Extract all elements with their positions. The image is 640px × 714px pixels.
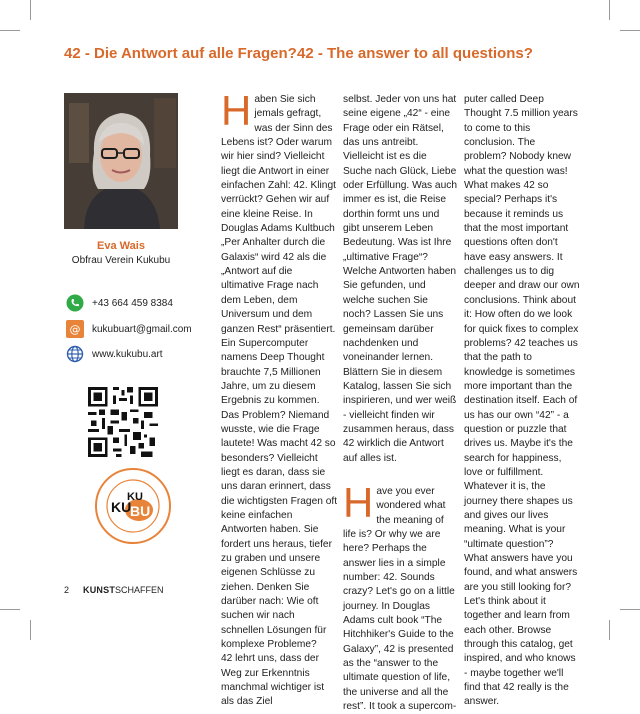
at-sign-icon bbox=[66, 320, 84, 338]
globe-icon bbox=[66, 345, 84, 363]
contact-website-text: www.kukubu.art bbox=[92, 348, 163, 360]
svg-text:@: @ bbox=[69, 323, 81, 336]
dropcap-german: H bbox=[221, 87, 252, 134]
qr-code[interactable] bbox=[88, 387, 158, 457]
crop-mark bbox=[609, 620, 610, 640]
article-column-3 bbox=[464, 93, 580, 710]
phone-icon bbox=[66, 294, 84, 312]
page-number: 2 bbox=[64, 585, 70, 595]
footer-brand bbox=[83, 585, 164, 595]
article-text-german-2: selbst. Jeder von uns hat seine eigene „42“ - eine Frage oder ein Rätsel, das uns antreibt. Vielleicht ist es die Suche nach Glück, Liebe oder Erfüllung. Was auch immer es ist, die Reise dorthin formt uns und gibt unserem Leben Bedeutung. Was ist Ihre „ultimative Frage“? Welche Antworten haben Sie gefunden, und welche suchen Sie noch? Lassen Sie uns gemeinsam darüber nachdenken und voneinander lernen. Blättern Sie in diesem Katalog, lassen Sie sich inspirieren, und wer weiß - vielleicht finden wir zusammen heraus, dass 42 wirklich die Antwort auf alles ist. bbox=[343, 94, 458, 464]
contact-phone-text: +43 664 459 8384 bbox=[92, 297, 173, 309]
crop-mark bbox=[0, 609, 20, 610]
page-title-english: 42 - The answer to all questions? bbox=[297, 45, 533, 62]
page-footer bbox=[64, 585, 164, 595]
article-text-english-2: puter called Deep Thought 7.5 million years to come to this conclusion. The problem? Nobody knew what the question was! What makes 42 so special? Perhaps it's because it reminds us that the most important questions often don't have easy answers. It challenges us to dig deeper and draw our own conclusions. Think about it: How often do we look for quick fixes to complex problems? 42 teaches us that the path to knowledge is sometimes more important than the destination itself. Each of us has our own “42” - a question or puzzle that drives us. Maybe it's the search for happiness, love or fulfillment. Whatever it is, the journey there shapes us and gives our lives meaning. What is your “ultimate question”? What answers have you found, and what answers are you still looking for? Let's think about it together and learn from each other. Browse through this catalog, get inspired, and who knows - maybe together we'll find that 42 really is the answer. bbox=[464, 94, 580, 708]
article-column-1 bbox=[221, 87, 338, 710]
contact-website[interactable] bbox=[66, 345, 163, 363]
profile-name: Eva Wais bbox=[97, 240, 145, 252]
article-text-german-1: aben Sie sich jemals gefragt, was der Sinn des Lebens ist? Oder warum wir hier sind? Vielleicht liegt die Antwort in einer einfachen Zahl: 42. Klingt verrückt? Gehen wir auf eine kleine Reise. In Douglas Adams Kultbuch „Per Anhalter durch die Galaxis“ wird 42 als die „Antwort auf die ultimative Frage nach dem Leben, dem Universum und dem ganzen Rest“ präsentiert. Ein Supercomputer namens Deep Thought brauchte 7,5 Millionen Jahre, um zu diesem Ergebnis zu kommen. Das Problem? Niemand wusste, wie die Frage lautete! Was macht 42 so besonders? Vielleicht liegt es daran, dass sie uns daran erinnert, dass die wichtigsten Fragen oft keine einfachen Antworten haben. Sie fordert uns heraus, tiefer zu graben und unsere eigenen Schlüsse zu ziehen. Denken Sie darüber nach: Wie oft suchen wir nach schnellen Lösungen für komplexe Probleme? bbox=[221, 94, 338, 651]
dropcap-english: H bbox=[343, 478, 374, 526]
article-text-german-1b: 42 lehrt uns, dass der Weg zur Erkenntnis manchmal wichtiger ist als das Ziel bbox=[221, 653, 325, 708]
crop-mark bbox=[620, 30, 640, 31]
crop-mark bbox=[609, 0, 610, 20]
logo-word-ku: KU bbox=[111, 499, 132, 515]
portrait-photo bbox=[64, 93, 178, 229]
logo-word-ku-2: KU bbox=[127, 491, 143, 503]
crop-mark bbox=[0, 30, 20, 31]
crop-mark bbox=[30, 0, 31, 20]
article-column-2 bbox=[343, 93, 458, 714]
contact-phone[interactable] bbox=[66, 294, 173, 312]
profile-role: Obfrau Verein Kukubu bbox=[71, 255, 171, 266]
crop-mark bbox=[620, 609, 640, 610]
page-title-german: 42 - Die Antwort auf alle Fragen? bbox=[64, 45, 297, 62]
contact-email-text: kukubuart@gmail.com bbox=[92, 323, 192, 335]
logo-word-bu: BU bbox=[130, 503, 151, 519]
kukubu-logo bbox=[93, 466, 173, 546]
article-text-english-1: ave you ever wondered what the meaning of life is? Or why we are here? Perhaps the answer lies in a simple number: 42. Sounds crazy? Let's go on a little journey. In Douglas Adams cult book “The Hitchhiker's Guide to the Galaxy”, 42 is presented as the “answer to the ultimate question of life, the universe and all the rest”. It took a supercom- bbox=[343, 485, 457, 713]
contact-email[interactable] bbox=[66, 320, 192, 338]
footer-brand-light: SCHAFFEN bbox=[115, 585, 164, 595]
crop-mark bbox=[30, 620, 31, 640]
footer-brand-bold: KUNST bbox=[83, 585, 116, 595]
